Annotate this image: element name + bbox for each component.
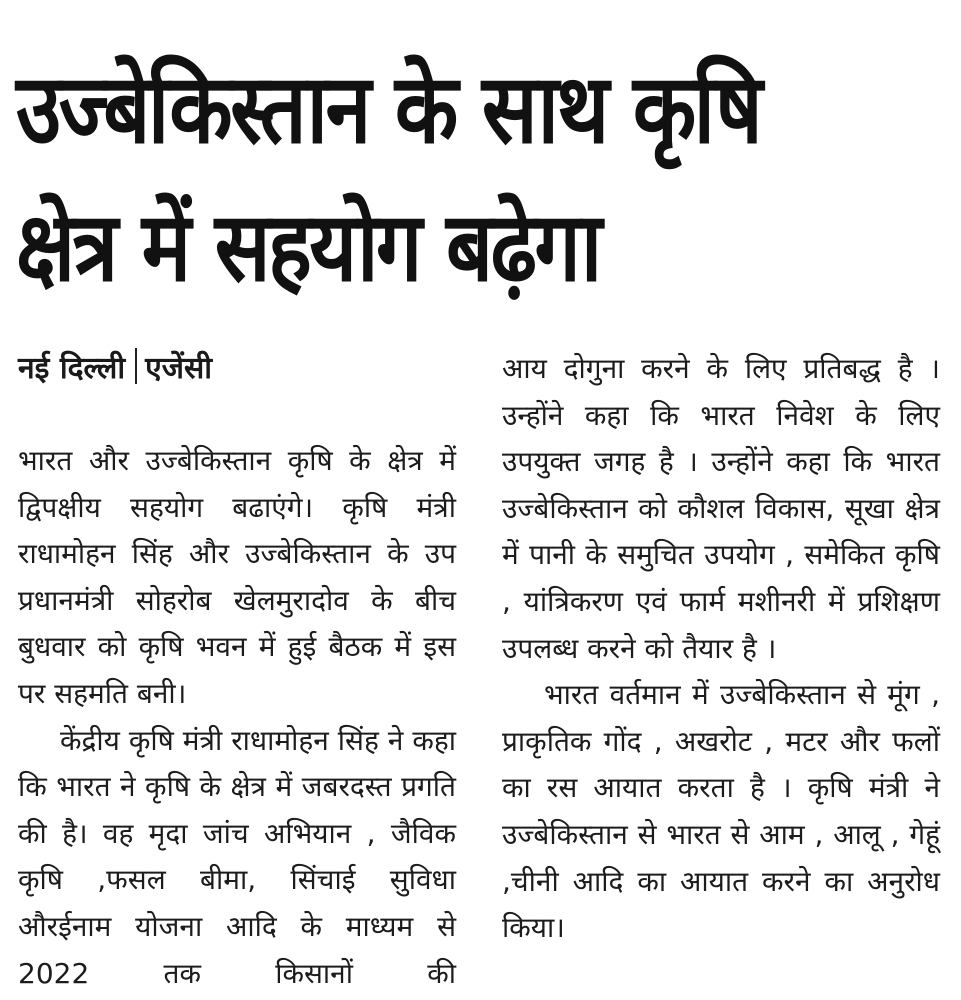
left-paragraph-2: केंद्रीय कृषि मंत्री राधामोहन सिंह ने कहा कि भारत ने कृषि के क्षेत्र में जबरदस्त प्रगति की है। वह मृदा जांच अभियान , जैविक कृषि ,फसल बीमा, सिंचाई सुविधा औरईनाम योजना आदि के माध्यम से 2022 तक किसानों की [18, 723, 456, 990]
headline-line-2: क्षेत्र में सहयोग बढ़ेगा [16, 191, 600, 303]
dateline-divider [135, 348, 137, 384]
headline-line-1: उज्बेकिस्तान के साथ कृषि [16, 53, 761, 165]
article-column-left [18, 438, 456, 997]
headline [16, 40, 816, 316]
dateline-city: नई दिल्ली [18, 351, 126, 386]
right-paragraph-1: आय दोगुना करने के लिए प्रतिबद्ध है ।उन्होंने कहा कि भारत निवेश के लिए उपयुक्त जगह है । उन्होंने कहा कि भारत उज्बेकिस्तान को कौशल विकास, सूखा क्षेत्र में पानी के समुचित उपयोग , समेकित कृषि , यांत्रिकरण एवं फार्म मशीनरी में प्रशिक्षण उपलब्ध करने को तैयार है । [502, 352, 940, 665]
article-column-right [502, 346, 940, 952]
right-paragraph-2: भारत वर्तमान में उज्बेकिस्तान से मूंग , प्राकृतिक गोंद , अखरोट , मटर और फलों का रस आयात करता है । कृषि मंत्री ने उज्बेकिस्तान से भारत से आम , आलू , गेहूं ,चीनी आदि का आयात करने का अनुरोध किया। [502, 678, 940, 945]
dateline [18, 347, 212, 391]
dateline-agency: एजेंसी [145, 351, 213, 386]
left-paragraph-1: भारत और उज्बेकिस्तान कृषि के क्षेत्र में द्विपक्षीय सहयोग बढाएंगे। कृषि मंत्री राधामोहन सिंह और उज्बेकिस्तान के उप प्रधानमंत्री सोहरोब खेलमुरादोव के बीच बुधवार को कृषि भवन में हुई बैठक में इस पर सहमति बनी। [18, 444, 456, 710]
